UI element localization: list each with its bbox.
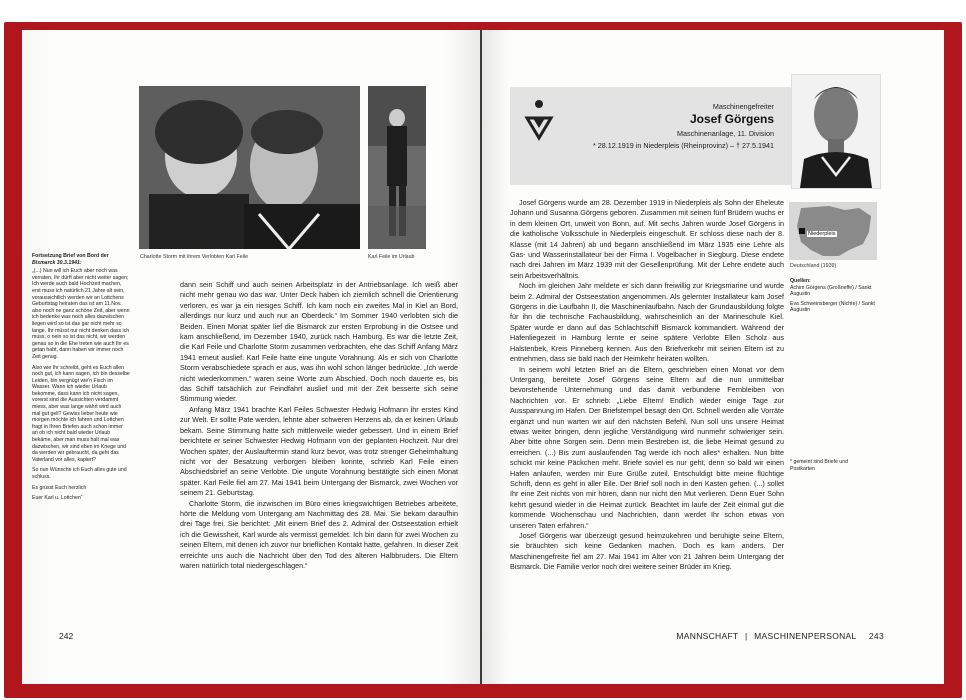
portrait-photo-caption: Karl Feile im Urlaub (368, 254, 415, 260)
left-body-text (180, 280, 458, 571)
sources-title: Quellen: (790, 278, 811, 284)
right-body-text (510, 198, 784, 573)
running-footer (652, 631, 884, 641)
header-rank: Maschinengefreiter (712, 102, 774, 111)
sidebar-paragraph: Es grüsst Euch herzlich (32, 484, 87, 491)
left-page (22, 30, 482, 684)
header-dates: * 28.12.1919 in Niederpleis (Rheinprovinz) – † 27.5.1941 (592, 141, 774, 150)
couple-photo (139, 86, 360, 249)
couple-photo-image (139, 86, 360, 249)
sidebar-paragraph: Also wie Ihr schreibt, geht es Euch allen noch gut, ich kann sagen, ich bin desselbe Leiden, bin vergnügt wie'n Fisch im Wasser. Wann ich wieder Urlaub bekomme, dass kann ich nicht sagen, vorerst sind die Aussichten verdammt miess, aber was lange währt wird auch mal gut gell? Gewiss lieber heute wie morgen möchte ich fahren und Lottchen fragt in Ihren Briefen auch schon immer an ob ich nicht bald wieder Urlaub bekäme, aber man muss halt mal was dazwischen, wir sind eben im Kriege und da werden wir gebraucht, da geht das Vaterland vor alles, kapiert? (32, 364, 130, 463)
sidebar-paragraph: Euer Karl u. Lottchen“ (32, 495, 83, 502)
sidebar-paragraph: So nun Wünsche ich Euch alles gute und schluss. (32, 467, 127, 480)
couple-photo-caption: Charlotte Storm mit ihrem Verlobten Karl Feile (140, 254, 249, 260)
rank-insignia-icon (524, 98, 554, 146)
gorgens-portrait (791, 74, 881, 189)
body-paragraph: Anfang März 1941 brachte Karl Feiles Schwester Hedwig Hofmann ihr erstes Kind zur Welt. Er sollte Pate werden, lehnte aber schweren Herzens ab, da er keinen Urlaub bekam. Seine Stimmung hatte sich mittlerweile wieder gebessert. Und in einem Brief berichtete er seiner Schwester Hedwig Hofmann von der geplanten Hochzeit. Nur drei Wochen später, der Auslauftermin stand kurz bevor, was trotz strenger Geheimhaltung nicht vor der Besatzung verborgen bleiben konnte, schrieb Karl Feile einen Abschiedsbrief an seine Verlobte. Die ungute Vorahnung bestätigte sich einen Monat später. Karl Feile fiel am 27. Mai 1941 beim Untergang der Bismarck, zwei Wochen vor seinem 21. Geburtstag. (180, 404, 458, 498)
sources (790, 278, 878, 314)
source-entry: Achim Görgens (Großneffe) / Sankt Augustin (790, 284, 872, 298)
footer-section: MANNSCHAFT (676, 631, 739, 641)
map-label: Niederpleis (808, 231, 836, 237)
sidebar-title: Fortsetzung Brief von Bord der (32, 253, 109, 259)
footnote: * gemeint sind Briefe und Postkarten (790, 459, 848, 472)
sidebar-title-2: Bismarck 30.3.1941: (32, 259, 82, 266)
body-paragraph: Josef Görgens war überzeugt gesund heimzukehren und beruhigte seine Eltern, sie bräuchten sich keine Gedanken machen. Doch es kam anders. Der Maschinengefreite fiel am 27. Mai 1941 im Alter von 21 Jahren beim Untergang der Bismarck. Die Familie verlor noch drei weitere seiner Brüder im Krieg. (510, 531, 784, 572)
header-name: Josef Görgens (689, 112, 774, 126)
sidebar-paragraph: „(...) Nun will ich Euch aber noch was verraten, Ihr dürft aber nicht weiter sagen; Ich werde auch bald Hochzeit machen, erst muss ich natürlich 21 Jahre alt sein, voraussichtlich werden wir an Lottchens Geburtstag heiraten das ist am 11.Nov. also noch ne ganz schöne Zeit, aber wenn ich bedenke was noch alles dazwischen liegen wird so ist das gar nicht mehr so lange. Ihr müsst nur nicht denken dass ich muss, o nein so ist das nicht, wir werden genau so in die Ehe treten wie auch Ihr es getan habt, dann haben wir immer noch Zeit genug. (32, 268, 130, 360)
portrait-photo-image (368, 86, 426, 249)
source-entry: Eva Schweinsberger (Nichte) / Sankt Augustin (790, 300, 875, 314)
letter-sidebar (32, 253, 130, 502)
portrait-photo (368, 86, 426, 249)
right-page-number: 243 (868, 631, 884, 641)
footer-separator: | (744, 631, 748, 641)
gorgens-portrait-image (792, 75, 880, 188)
header-unit: Maschinenanlage, 11. Division (677, 129, 774, 138)
body-paragraph: Charlotte Storm, die inzwischen im Büro eines kriegswichtigen Betriebes arbeitete, hörte die Meldung vom Untergang am Nachmittag des 28. Mai. Sie bekam daraufhin drei Tage frei. Sie berichtet: „Mit einem Brief des 2. Admiral der Ostseestation erhielt ich die Gewissheit, Karl wurde als vermisst gemeldet. Ich bin dann für zwei Wochen zu seinen Eltern, mit denen ich zuvor nur brieflichen Kontakt hatte, gefahren. In dieser Zeit erreichte uns auch die Nachricht über den Tod des älteren Halbbruders. Die Eltern waren natürlich total niedergeschlagen.“ (180, 498, 458, 570)
body-paragraph: Noch im gleichen Jahr meldete er sich dann freiwillig zur Kriegsmarine und wurde beim 2. Admiral der Ostseestation angenommen. Als gelernter Installateur kam Josef Görgens in die Laufbahn II, die Maschinenlaufbahn. Nach der Grundausbildung folgte für ihn die technische Fachausbildung, wahrscheinlich an der Marineschule Kiel. Später wurde er dann auf das Schlachtschiff Bismarck kommandiert. Während der Hafenliegezeit in Hamburg lernte er seine spätere Verlobte Ellen Scholz aus Halstenbek, Kreis Pinneberg kennen. Aus den Briefverkehr mit seinen Eltern ist zu entnehmen, dass sie bald nach der Heimkehr heiraten wollten. (510, 281, 784, 364)
footer-subsection: MASCHINENPERSONAL (754, 631, 857, 641)
body-paragraph: Josef Görgens wurde am 28. Dezember 1919 in Niederpleis als Sohn der Eheleute Johann und Susanna Görgens geboren. Zusammen mit seinen fünf Brüdern wuchs er in dem kleinen Ort, unweit von Bonn, auf. Mit sechs Jahren wurde Josef Görgens in die katholische Volksschule in Niederpleis eingeschult. Er schloss diese nach der 8. Klasse (mit 14 Jahren) ab und begann anschließend im März 1935 eine Lehre als Gas- und Wasserinstallateur bei der Firma I. Vogelbacher in Siegburg. Diese endete nach drei Jahren im März 1939 mit der Gesellenprüfung. Mit der Lehre endete auch sein Arbeitsverhältnis. (510, 198, 784, 280)
body-paragraph: dann sein Schiff und auch seinen Arbeitsplatz in der Antriebsanlage. Ich weiß aber nicht mehr genau wo das war. Unter Deck haben ich ziemlich schnell die Orientierung verloren, es war ja ein riesiges Schiff. Ich kam noch ein zweites Mal in Kiel an Bord, allerdings nur kurz und auch nur an Oberdeck.“ Im Sommer 1940 verlobten sich die Beiden. Einen Monat später lief die Bismarck zur ersten Erprobung in die Ostsee und kam anschließend, im Dezember 1940, zurück nach Hamburg. Es war die letzte Zeit, die Karl Feile und Charlotte Storm zusammen verbrachten, ehe das Schiff Anfang März 1941 erneut auslief. Karl Feile hatte eine ungute Vorahnung. Als er sich von Charlotte Storm verabschiedete sprach er aus, was ihn wohl schon länger bedrückte. „Ich werde nicht wiederkommen.“ waren seine Worte zum Abschied. Doch noch dauerte es, bis das Schiff tatsächlich zur Feindfahrt auslief und mit der Zeit besserte sich seine Stimmung wieder. (180, 280, 458, 404)
body-paragraph: In seinem wohl letzten Brief an die Eltern, geschrieben einen Monat vor dem Untergang, bereitete Josef Görgens seine Eltern auf die nun unmittelbar bevorstehende Unternehmung und das damit verbundene Fernbleiben von Nachrichten vor. Er schrieb: „Liebe Eltern! Endlich wieder einige Tage zur Ausspannung im Hafen. Der Briefstempel besagt den Ort. Schnell werden alle Vorräte ergänzt und nun warten wir auf den nächsten Befehl. Nun soll uns unsere Heimat etwas weiter bringen, denn jegliche Verständigung wird nunmehr schwieriger sein. Aber bitte ohne Sorgen sein. Denn mein Bestreben ist, die liebe Heimat gesund zu erreichen. (...) Bis zum auslaufenden Tag werde ich noch alles* erhalten. Nun bitte schickt mir keine Päckchen mehr. Briefe soviel es nur geht, denn so bald wir einen Hafen anlaufen, werden mir Eure Grüße zuteil. Entschuldigt bitte meine flüchtige Schrift, denn es geht in aller Eile. Der Brief soll noch in den Kasten gehen. (...) sollet Ihr eine Zeit nichts von mir hören, dann nur nicht den Mut verlieren. Denn Euer Sohn kehrt gesund wieder in die Heimat zurück. Beachtet im laufe der Zeit einmal gut die kommende Wochenschau und Nachrichten, dann werdet Ihr schon etwas von unseren Taten erfahren.“ (510, 364, 784, 530)
left-page-number: 242 (59, 631, 74, 641)
map-caption: Deutschland (1939) (790, 263, 837, 269)
right-page (482, 30, 944, 684)
